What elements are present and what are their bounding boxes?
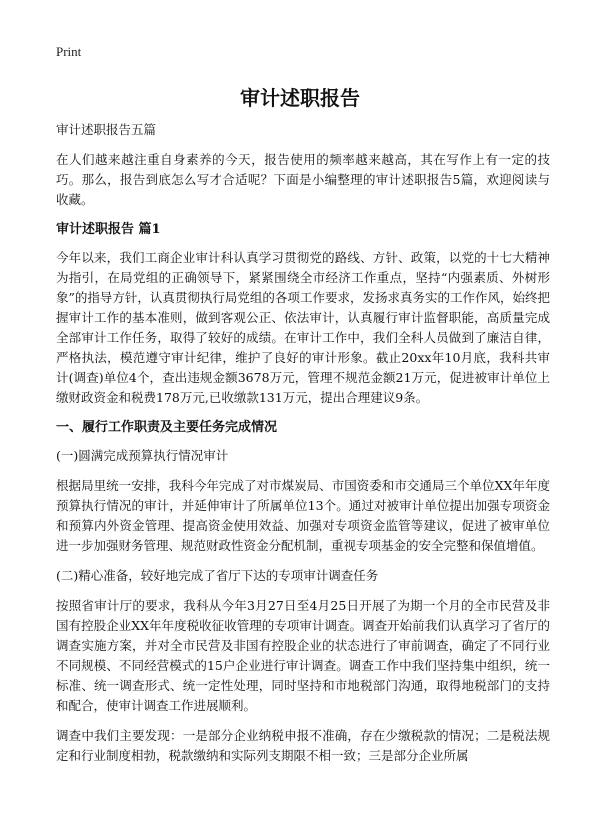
body-paragraph: 根据局里统一安排，我科今年完成了对市煤炭局、市国资委和市交通局三个单位XX年年度预算执行情况的审计，并延伸审计了所属单位13个。通过对被审计单位提出加强专项资金和预算内外资金管理、提高资金使用效益、加强对专项资金监管等建议，促进了被审单位进一步加强财务管理、规范财政性资金分配机制，重视专项基金的安全完整和保值增值。 xyxy=(56,478,550,553)
subsection-heading: (一)圆满完成预算执行情况审计 xyxy=(56,448,229,463)
body-paragraph: 调查中我们主要发现：一是部分企业纳税申报不准确，存在少缴税款的情况；二是税法规定和行业制度相勃，税款缴纳和实际列支期限不相一致；三是部分企业所属 xyxy=(56,728,550,763)
body-paragraph: 今年以来，我们工商企业审计科认真学习贯彻党的路线、方针、政策，以党的十七大精神为指引，在局党组的正确领导下，紧紧围绕全市经济工作重点，坚持“内强素质、外树形象”的指导方针，认真贯彻执行局党组的各项工作要求，发扬求真务实的工作作风，始终把握审计工作的基本准则，做到客观公正、依法审计，认真履行审计监督职能，高质量完成全部审计工作任务，取得了较好的成绩。在审计工作中，我们全科人员做到了廉洁自律，严格执法，模范遵守审计纪律，维护了良好的审计形象。截止20xx年10月底，我科共审计(调查)单位4个，查出违规金额3678万元，管理不规范金额21万元，促进被审计单位上缴财政资金和税费178万元,已收缴款131万元，提出合理建议9条。 xyxy=(56,250,550,405)
subsection-heading: (二)精心准备，较好地完成了省厅下达的专项审计调查任务 xyxy=(56,568,379,583)
page-title: 审计述职报告 xyxy=(240,86,360,110)
document-subtitle: 审计述职报告五篇 xyxy=(56,122,157,137)
document-body xyxy=(56,120,550,776)
print-link[interactable]: Print xyxy=(56,44,82,59)
section-heading: 审计述职报告 篇1 xyxy=(56,222,161,237)
section-heading: 一、履行工作职责及主要任务完成情况 xyxy=(56,420,278,435)
body-paragraph: 按照省审计厅的要求，我科从今年3月27日至4月25日开展了为期一个月的全市民营及非国有控股企业XX年年度税收征收管理的专项审计调查。调查开始前我们认真学习了省厅的调查实施方案，并对全市民营及非国有控股企业的状态进行了审前调查，确定了不同行业不同规模、不同经营模式的15户企业进行审计调查。调查工作中我们坚持集中组织，统一标准、统一调查形式、统一定性处理，同时坚持和市地税部门沟通，取得地税部门的支持和配合，使审计调查工作进展顺利。 xyxy=(56,598,550,713)
intro-paragraph: 在人们越来越注重自身素养的今天，报告使用的频率越来越高，其在写作上有一定的技巧。那么，报告到底怎么写才合适呢？下面是小编整理的审计述职报告5篇，欢迎阅读与收藏。 xyxy=(56,152,550,207)
